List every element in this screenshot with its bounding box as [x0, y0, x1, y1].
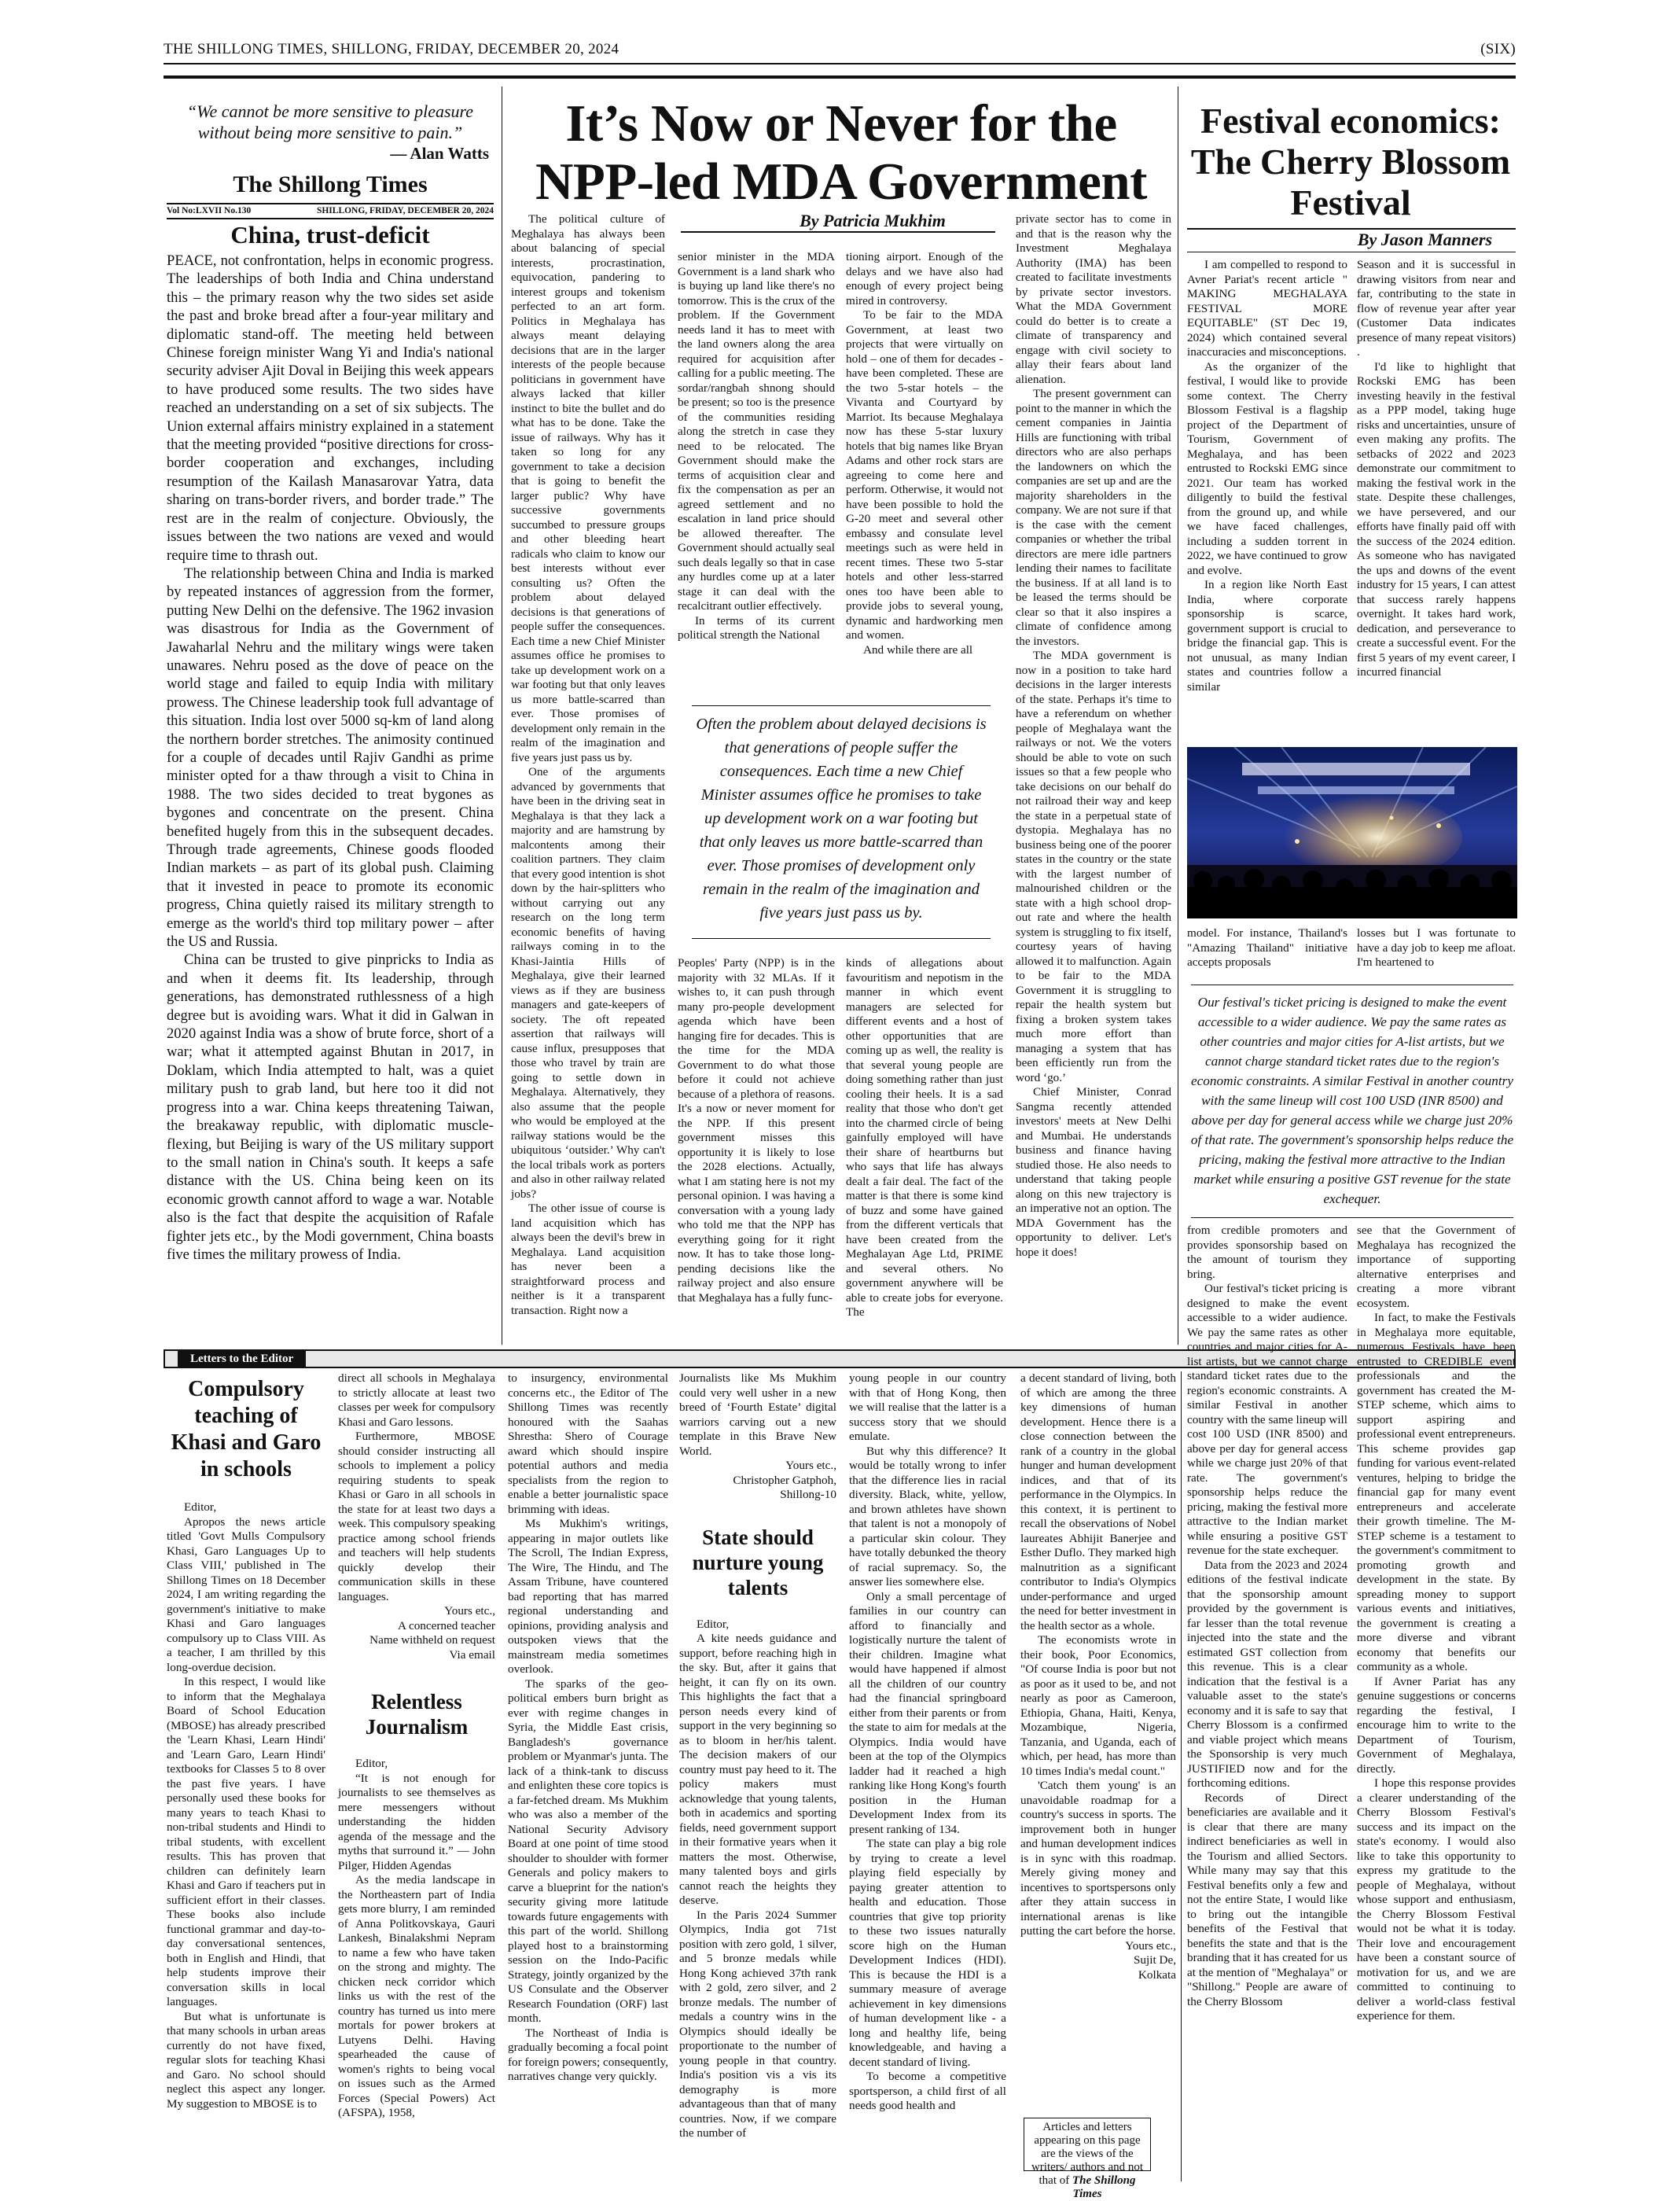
festival-col-c: [1187, 1224, 1347, 2181]
letter-paragraph: to insurgency, environmental concerns etc., the Editor of The Shillong Times was recently honoured with the Saahas Shrestha: Shero of Courage award which should inspire potential authors and media specialists from the region to enable a better journalistic space brimming with ideas.: [508, 1371, 668, 1516]
editorial-paragraph: PEACE, not confrontation, helps in economic progress. The leaderships of both India and China understand this – the primary reason why the two sides set aside the past and broke bread after a four-year military and diplomatic stand-off. The meeting held between Chinese foreign minister Wang Yi and India's national security adviser Ajit Doval in Beijing this week appears to have produced some results. The two sides have reached an understanding on a set of six subjects. The Union external affairs ministry explained in a statement that the meeting provided “positive directions for cross-border cooperation and exchanges, including resumption of the Kailash Manasarovar Yatra, data sharing on trans-border rivers, and border trade.” The rest are in the realm of conjecture. Obviously, the issues between the two nations are vexed and would require time to thrash out.: [167, 252, 494, 564]
letter-paragraph: The sparks of the geo-political embers burn bright as ever with regime changes in Syria, the Middle East crisis, Bangladesh's governance problem or Myanmar's junta. The lack of a think-tank to discuss and enlighten these core topics is a far-fetched dream. Ms Mukhim who was also a member of the National Security Advisory Board at one point of time stood shoulder to shoulder with former Generals and policy makers to carve a blueprint for the nation's security giving more latitude towards future engagements with this part of the world. Shillong played host to a brainstorming session on the Indo-Pacific Strategy, jointly organized by the US Consulate and the Observer Research Foundation (ORF) last month.: [508, 1677, 668, 2025]
letter-paragraph: 'Catch them young' is an unavoidable roadmap for a country's success in sports. The improvement both in hunger and human development indices is in sync with this roadmap. Merely giving money and incentives to sportspersons only after they attain success in international arenas is like putting the cart before the horse.: [1020, 1779, 1176, 1938]
letter-salutation: Editor,: [697, 1617, 730, 1631]
letter-2-sign-place: Shillong-10: [780, 1488, 836, 1501]
disclaimer-paper-name: The Shillong Times: [1072, 2174, 1136, 2200]
letter-paragraph: In the Paris 2024 Summer Olympics, India got 71st position with zero gold, 1 silver, and 5 bronze medals while Hong Kong achieved 37th rank with 2 gold, zero silver, and 2 bronze medals. The number of medals a country wins in the Olympics should ideally be proportionate to the number of young people in that country. India's position vis a vis its demography is more advantageous than that of many countries. Now, if we compare the number of: [679, 1908, 836, 2140]
main-col-2: [678, 250, 835, 706]
letter-3-sign-place: Kolkata: [1138, 1967, 1176, 1982]
festival-paragraph: I'd like to highlight that Rockski EMG has been investing heavily in the festival as a PPP model, taking huge risks and uncertainties, unsure of even making any profits. The setbacks of 2022 and 2023 demonstrate our commitment to making the festival work in the state. Despite these challenges, we have persevered, and our efforts have finally paid off with the success of the 2024 edition. As someone who has navigated the ups and downs of the event industry for 15 years, I can attest that success rarely happens overnight. It takes hard work, dedication, and perseverance to create a successful event. For the first 5 years of my event career, I incurred financial: [1357, 359, 1516, 679]
page-number: (SIX): [1480, 41, 1516, 57]
main-paragraph: One of the arguments advanced by governments that have been in the driving seat in Meghalaya is that they lack a majority and are hamstrung by malcontents among their coalition partners. They claim that every good intention is shot down by the hair-splitters who without carrying out any research on the long term economic benefits of having railways coming in to the Khasi-Jaintia Hills of Meghalaya, give their learned views as if they are business managers and gate-keepers of society. The oft repeated assertion that railways will cause influx, presupposes that those who travel by train are going to settle down in Meghalaya. Alternatively, they also assume that the people who would be employed at the railway stations would be the ubiquitous ‘outsider.’ Why can't the local tribals work as porters and also in other railway related jobs?: [511, 765, 665, 1201]
main-paragraph: The political culture of Meghalaya has always been about balancing of special interests, procrastination, equivocation, pandering to interest groups and tokenism perfected to an art form. Politics in Meghalaya has always meant delaying decisions that are in the larger interests of the people because politicians in government have always lacked that killer instinct to bite the bullet and do what has to be done. Take the issue of railways. Why has it taken so long for any government to take a decision that is going to benefit the larger public? Why have successive governments succumbed to pressure groups and other bleeding heart radicals who claim to know our best interests without ever consulting us? Often the problem about delayed decisions is that generations of people suffer the consequences. Each time a new Chief Minister assumes office he promises to take up development work on a war footing but that only leaves us more battle-scarred than ever. Those promises of development only remain in the realm of the imagination and five years just pass us by.: [511, 212, 665, 764]
volume-number: Vol No:LXVII No.130: [167, 206, 252, 215]
main-paragraph: tioning airport. Enough of the delays and we have also had enough of every project being mired in controversy.: [846, 250, 1003, 307]
masthead-volume-line: [167, 206, 494, 215]
top-quote: “We cannot be more sensitive to pleasure without being more sensitive to pain.”: [186, 101, 474, 142]
festival-paragraph: As the organizer of the festival, I would like to provide some context. The Cherry Blossom Festival is a flagship project of the Department of Tourism, Government of Meghalaya, and has been entrusted to Rockski EMG since 2021. Our team has worked diligently to build the festival from the ground up, and while we have faced challenges, including a sudden torrent in 2022, we have continued to grow and evolve.: [1187, 359, 1347, 577]
festival-col-b: [1357, 258, 1516, 745]
festival-col-b-low: [1357, 926, 1516, 974]
festival-byline: By Jason Manners: [1357, 230, 1492, 249]
main-paragraph: In terms of its current political strength the National: [678, 613, 835, 642]
letters-section-label: Letters to the Editor: [178, 1351, 306, 1367]
letter-3-sign-yours: Yours etc.,: [1125, 1938, 1176, 1953]
top-rule: [164, 63, 1516, 64]
letter-paragraph: “It is not enough for journalists to see themselves as mere messengers without understanding the hidden agenda of the message and the myths that surround it.” — John Pilger, Hidden Agendas: [338, 1771, 495, 1872]
letter-paragraph: The state can play a big role by trying to create a level playing field especially by paying greater attention to health and education. Those countries that give top priority to these two issues naturally score high on the Human Development Indices (HDI). This is because the HDI is a summary measure of average achievement in key dimensions of human development like - a long and healthy life, being knowledgeable, and having a decent standard of living.: [849, 1837, 1006, 2069]
festival-paragraph: losses but I was fortunate to have a day job to keep me afloat. I'm heartened to: [1357, 926, 1516, 969]
letter-1-sign-note: Name withheld on request: [369, 1633, 495, 1647]
main-paragraph: The MDA government is now in a position to take hard decisions in the larger interests of the state. Perhaps it's time to have a referendum on whether people of Meghalaya want the railways or not. We the voters should be able to vote on such issues so that a few people who take decisions on our behalf do not railroad their way and keep the state in a perpetual state of dystopia. Meghalaya has no business being one of the poorer states in the country or the state with the largest number of malnourished children or the state with a high school drop-out rate and where the health system is struggling to fix itself, courtesy years of having allowed it to malfunction. Again to be fair to the MDA Government it is struggling to repair the health system but fixing a broken system takes much more effort than managing a system that has been efficiently run from the word ‘go.’: [1016, 649, 1171, 1084]
masthead-title: The Shillong Times: [233, 171, 428, 197]
top-quote-author: — Alan Watts: [390, 144, 489, 163]
editorial-title: China, trust-deficit: [230, 221, 430, 248]
letter-2-sign-author: Christopher Gatphoh,: [733, 1473, 836, 1487]
festival-paragraph: Our festival's ticket pricing is designed to make the event accessible to a wider audience. We pay the same rates as other countries and major cities for A-list artists, but we cannot charge standard ticket rates due to the region's economic constraints. A similar Festival in another country with the same lineup will cost 100 USD (INR 8500) and above per day for general access while we charge just 20% of that rate. The government's sponsorship helps reduce the pricing, making the festival more attractive to the Indian market while ensuring a positive GST revenue for the state exchequer.: [1187, 1282, 1347, 1557]
main-paragraph: Peoples' Party (NPP) is in the majority with 32 MLAs. If it wishes to, it can push through many pro-people development agenda which have been hanging fire for decades. This is the time for the MDA Government to do what those before it could not achieve because of a plethora of reasons. It's a now or never moment for the NPP. If this present government misses this opportunity it is likely to lose the 2028 elections. Actually, what I am stating here is not my personal opinion. I was having a conversation with a young lady who told me that the NPP has everything going for it right now. It has to take those long-pending decisions like the railway project and also ensure that Meghalaya has a fully func-: [678, 956, 835, 1305]
festival-paragraph: If Avner Pariat has any genuine suggestions or concerns regarding the festival, I encourage him to write to the Department of Tourism, Government of Meghalaya, directly.: [1357, 1674, 1516, 1776]
letter-3-sign-author: Sujit De,: [1133, 1953, 1176, 1967]
letters-col-3: [508, 1371, 668, 2181]
letter-paragraph: Only a small percentage of families in our country can afford to financially and logistically nurture the talent of their children. Imagine what would have happened if almost all the children of our country had the financial springboard either from their parents or from the state to aim for medals at the Olympics. India would have been at the top of the Olympics ladder had it reached a high ranking like Hong Kong's fourth position in the Human Development Index from its present ranking of 134.: [849, 1589, 1006, 1836]
editorial-paragraph: China can be trusted to give pinpricks to India as and when it deems fit. Its leadership, through generations, has demonstrated ruthlessness of a high degree but is avoiding wars. What it did in Galwan in 2020 against India was a show of brute force, short of a war; what it attempted against Bhutan in 2017, in Doklam, which India attempted to halt, was a quiet military push to grab land, but here too it did not progress into a war. China keeps threatening Taiwan, the breakaway republic, with diplomatic muscle-flexing, but Beijing is wary of the US military support to the small nation in China's south. It keeps a safe distance with the US. China being keen on its economic growth cannot afford to wage a war. Notable also is the fact that despite the acquisition of Rafale fighter jets etc., by the Modi government, China boasts five times the military prowess of India.: [167, 951, 494, 1263]
editorial-paragraph: The relationship between China and India is marked by repeated instances of aggression from the former, putting New Delhi on the defensive. The 1962 invasion was disastrous for India as the Government of Jawaharlal Nehru and the military wings were taken unawares. Nehru posed as the dove of peace on the world stage and failed to equip India with military prowess. The Chinese leadership took full advantage of this situation. India lost over 5000 sq-km of land along the northern border stretches. The animosity continued for a couple of decades until Rajiv Gandhi as prime minister opted for a thaw through a visit to China in 1988. The two sides decided to treat bygones as bygones and concentrate on the present. China benefited hugely from this in the subsequent decades. Through trade agreements, Chinese goods flooded Indian markets – as part of its global push. Claiming that it invested in peace to promote its economic progress, China quietly raised its military strength to emerge as the world's third top military power – after the US and Russia.: [167, 565, 494, 951]
letters-col-2: [338, 1371, 495, 2181]
running-head-left: THE SHILLONG TIMES, SHILLONG, FRIDAY, DECEMBER 20, 2024: [164, 41, 619, 57]
festival-paragraph: from credible promoters and provides sponsorship based on the amount of tourism they bring.: [1187, 1224, 1347, 1281]
main-paragraph: The other issue of course is land acquisition which has always been the devil's brew in Meghalaya. Land acquisition has never been a straightforward process and neither is it a transparent transaction. Right now a: [511, 1202, 665, 1317]
column-rule: [1181, 1371, 1182, 2181]
main-paragraph: private sector has to come in and that is the reason why the Investment Meghalaya Authority (IMA) has been created to facilitate investments by private sector investors. What the MDA Government could do better is to create a climate of transparency and engage with civil society to allay their fears about land alienation.: [1016, 212, 1171, 386]
main-paragraph: The present government can point to the manner in which the cement companies in Jaintia Hills are functioning with tribal directors who are also perhaps the landowners on which the companies are set up and are the majority shareholders in the company. We are not sure if that is the case with the cement companies or whether the tribal directors are mere idle partners lending their names to facilitate the business. If at all land is to be leased the terms should be clear so that it also inspires a climate of confidence among the investors.: [1016, 387, 1171, 648]
letters-col-6: [1020, 1371, 1176, 2111]
letter-salutation: Editor,: [355, 1757, 388, 1770]
volume-rule: [167, 218, 494, 219]
letters-col-5: [849, 1371, 1006, 2181]
main-headline: It’s Now or Never for the NPP-led MDA Government: [535, 94, 1147, 211]
letter-paragraph: In this respect, I would like to inform that the Meghalaya Board of School Education (MBOSE) has already prescribed the 'Learn Khasi, Learn Hindi' and 'Learn Garo, Learn Hindi' textbooks for Classes 5 to 8 over the past five years. I have personally used these books for many years to teach Khasi to non-tribal students and Hindi to tribal students, with excellent results. This has proven that children can definitely learn Khasi and Garo if teachers put in sufficient effort in their classes. These books also include functional grammar and day-to-day conversational sentences, both in English and Hindi, that help students improve their conversation skills in local languages.: [167, 1675, 326, 2008]
main-col-3-lower: [846, 956, 1003, 1337]
editorial-body: [167, 252, 494, 1337]
festival-paragraph: Records of Direct beneficiaries are available and it is clear that there are many indirect beneficiaries as well in the Tourism and allied Sectors. While many may say that this Festival benefits only a few and not the entire State, I would like to bring out the intangible benefits of the Festival that benefits the state and that is the branding that it has created for us at the mention of "Meghalaya" or "Shillong." People are aware of the Cherry Blossom: [1187, 1791, 1347, 2008]
letter-paragraph: young people in our country with that of Hong Kong, then we will realise that the latter is a success story that we should emulate.: [849, 1371, 1006, 1443]
letters-col-4: [679, 1371, 836, 2181]
letter-1-sign-yours: Yours etc.,: [444, 1604, 495, 1618]
letter-paragraph: Furthermore, MBOSE should consider instructing all schools to implement a policy requiring students to speak Khasi or Garo in all schools in the state for at least two days a week. This compulsory speaking practice among school friends and teachers will help students quickly develop their communication skills in these languages.: [338, 1430, 495, 1603]
letter-2-title: Relentless Journalism: [365, 1690, 469, 1739]
letter-paragraph: Apropos the news article titled 'Govt Mulls Compulsory Khasi, Garo Languages Up to Class VIII,' published in The Shillong Times on 18 December 2024, I am writing regarding the government's initiative to make Khasi and Garo languages compulsory up to Class VIII. As a teacher, I am thrilled by this long-overdue decision.: [167, 1515, 325, 1674]
letter-1-sign-via: Via email: [449, 1647, 495, 1662]
disclaimer-box: [1024, 2118, 1151, 2200]
festival-paragraph: I hope this response provides a clearer understanding of the Cherry Blossom Festival's success and its impact on the state's economy. I would also like to take this opportunity to express my gratitude to the people of Meghalaya, without whose support and enthusiasm, the Cherry Blossom Festival would not be what it is today. Their love and encouragement have been a constant source of motivation for us, and we are committed to continuing to deliver a world-class festival experience for them.: [1357, 1776, 1516, 2022]
festival-col-a: [1187, 258, 1347, 745]
main-pull-quote: Often the problem about delayed decisions is that generations of people suffer the consequences. Each time a new Chief Minister assumes office he promises to take up development work on a war footing but that only leaves us more battle-scarred than ever. Those promises of development only remain in the realm of the imagination and five years just pass us by.: [696, 716, 987, 922]
letter-2-sign-yours: Yours etc.,: [785, 1459, 836, 1472]
festival-paragraph: In a region like North East India, where corporate sponsorship is scarce, government support is crucial to bridge the financial gap. This is not unusual, as many Indian states and countries follow a similar: [1187, 578, 1347, 694]
letter-1-title: Compulsory teaching of Khasi and Garo in schools: [171, 1377, 322, 1481]
letter-paragraph: But why this difference? It would be totally wrong to infer that the difference lies in racial diversity. Black, white, yellow, and brown athletes have shown that talent is not a monopoly of a particular skin colour. They have totally debunked the theory of racial supremacy. So, the answer lies somewhere else.: [849, 1444, 1006, 1588]
main-paragraph: And while there are all: [863, 642, 973, 657]
main-paragraph: Chief Minister, Conrad Sangma recently attended investors' meets at New Delhi and Mumbai. He understands business and finance having studied those. He also needs to understand that taking people along on this new trajectory is an imperative not an option. The MDA Government has the opportunity to deliver. Let's hope it does!: [1016, 1085, 1171, 1259]
main-byline: By Patricia Mukhim: [800, 211, 946, 230]
letter-paragraph: Ms Mukhim's writings, appearing in major outlets like The Scroll, The Indian Express, The Wire, The Hindu, and The Assam Tribune, have countered bad reporting that has marred regional understanding and opinions, providing analysis and outspoken views that the mainstream media sometimes overlook.: [508, 1517, 668, 1676]
festival-col-a-low: [1187, 926, 1347, 974]
letters-col-1: [167, 1371, 325, 2181]
pull-quote-rule-bottom: [692, 938, 991, 939]
festival-paragraph: model. For instance, Thailand's "Amazing Thailand" initiative accepts proposals: [1187, 926, 1347, 969]
letter-salutation: Editor,: [184, 1500, 217, 1514]
byline-rule: [681, 231, 995, 233]
letter-paragraph: A kite needs guidance and support, before reaching high in the sky. But, after it gains that height, it can fly on its own. This highlights the fact that a person needs every kind of support in the very beginning so as to bloom in her/his talent. The decision makers of our country must pay heed to it. The policy makers must acknowledge that young talents, both in academics and sporting fields, need government support in their formative years when it matters the most. Otherwise, many talented boys and girls cannot reach the heights they deserve.: [679, 1632, 836, 1907]
letter-paragraph: The Northeast of India is gradually becoming a focal point for foreign powers; consequently, narratives change very quickly.: [508, 2026, 668, 2083]
main-col-3: [846, 250, 1003, 706]
main-paragraph: senior minister in the MDA Government is a land shark who is buying up land like there's no tomorrow. This is the crux of the problem. If the Government needs land it has to meet with the land owners along the area required for acquisition after calling for a public meeting. The sordar/rangbah shnong should be present; so too is the presence of the communities residing along the stretch in case they need to be relocated. The Government should make the terms of acquisition clear and fix the compensation as per an agreed settlement and no escalation in land price should be allowed thereafter. The Government should actually seal such deals legally so that in case any hurdles come up at a later stage it can deal with the recalcitrant outlier effectively.: [678, 250, 835, 613]
festival-pull-rule-bottom: [1191, 1217, 1513, 1218]
main-paragraph: kinds of allegations about favouritism and nepotism in the manner in which event managers are selected for different events and a host of other opportunities that are coming up as well, the reality is that several young people are doing something rather than just cooling their heels. It is a sad reality that those who don't get into the charmed circle of being gainfully employed will have their share of heartburns but who says that life has always dealt a fair deal. The fact of the matter is that there is some kind of buzz and some have gained from the different verticals that have been created from the Meghalayan Age Ltd, PRIME and several others. No government anywhere will be able to create jobs for everyone. The: [846, 956, 1003, 1319]
letter-paragraph: a decent standard of living, both of which are among the three key dimensions of human development. Hence there is a close connection between the rank of a country in the global hunger and human development indices, and that of its performance in the Olympics. In this context, it is pertinent to recall the observations of Nobel laureates Abhijit Banerjee and Esther Duflo. They marked high malnutrition as a significant contributor to India's Olympics under-performance and urged the need for better investment in the health sector as a whole.: [1020, 1371, 1176, 1632]
letter-paragraph: The economists wrote in their book, Poor Economics, "Of course India is poor but not as poor as it used to be, and not nearly as poor as Cameroon, Ethiopia, Ghana, Haiti, Kenya, Mozambique, Nigeria, Tanzania, and Uganda, each of which, per head, has more than 10 times India's medal count.": [1020, 1633, 1176, 1778]
main-col-2-lower: [678, 956, 835, 1337]
main-col-1: [511, 212, 665, 1337]
masthead-rule: [167, 203, 494, 204]
festival-col-d: [1357, 1224, 1516, 2181]
disclaimer-text: Articles and letters appearing on this page are the views of the writers/ authors and not that of: [1031, 2121, 1144, 2187]
letter-paragraph: Journalists like Ms Mukhim could very well usher in a new breed of ‘Fourth Estate’ digital warriors carving out a new template in this Brave New World.: [679, 1371, 836, 1458]
running-head: [164, 41, 1516, 63]
top-rule-thick: [164, 75, 1516, 79]
main-col-4: [1016, 212, 1171, 1337]
concert-stage-photo: [1187, 747, 1517, 918]
pull-quote-rule-top: [692, 705, 991, 706]
festival-headline: Festival economics: The Cherry Blossom Festival: [1190, 101, 1511, 223]
letter-paragraph: direct all schools in Meghalaya to strictly allocate at least two classes per week for compulsory Khasi and Garo lessons.: [338, 1371, 495, 1429]
masthead-date: SHILLONG, FRIDAY, DECEMBER 20, 2024: [316, 206, 494, 215]
festival-paragraph: Season and it is successful in drawing visitors from near and far, contributing to the state in flow of revenue year after year (Customer Data indicates presence of many repeat visitors) .: [1357, 258, 1516, 359]
letter-paragraph: But what is unfortunate is that many schools in urban areas currently do not have fixed, regular slots for teaching Khasi and Garo. No school should neglect this aspect any longer. My suggestion to MBOSE is to: [167, 2009, 325, 2111]
festival-paragraph: I am compelled to respond to Avner Pariat's recent article " MAKING MEGHALAYA FESTIVAL MORE EQUITABLE" (ST Dec 19, 2024) which contained several inaccuracies and misconceptions.: [1187, 258, 1347, 359]
festival-paragraph: see that the Government of Meghalaya has recognized the importance of supporting alternative enterprises and creating a more vibrant ecosystem.: [1357, 1224, 1516, 1310]
letter-3-title: State should nurture young talents: [692, 1525, 824, 1599]
main-paragraph: To be fair to the MDA Government, at least two projects that were virtually on hold – one of them for decades - have been completed. These are the two 5-star hotels – the Vivanta and Courtyard by Marriot. Its because Meghalaya now has these 5-star luxury hotels that big names like Bryan Adams and other rock stars are agreeing to come here and perform. Otherwise, it would not have been possible to hold the G-20 meet and several other embassy and consulate level meetings such as were held in recent times. These two 5-star hotels and other less-starred ones too have been able to provide jobs to several young, dynamic and hardworking men and women.: [846, 308, 1003, 642]
festival-paragraph: Data from the 2023 and 2024 editions of the festival indicate that the sponsorship amount provided by the government is far lesser than the total revenue injected into the state and the estimated GST collection from this revenue. This is a clear indication that the festival is a valuable asset to the state's economy and it is safe to say that Cherry Blossom is a confirmed and viable project which means the Sponsorship is very much JUSTIFIED now and for the forthcoming editions.: [1187, 1558, 1347, 1790]
festival-pull-quote: Our festival's ticket pricing is designed to make the event accessible to a wider audience. We pay the same rates as other countries and major cities for A-list artists, but we cannot charge standard ticket rates due to the region's economic constraints. A similar Festival in another country with the same lineup will cost 100 USD (INR 8500) and above per day for general access while we charge just 20% of that rate. The government's sponsorship helps reduce the pricing, making the festival more attractive to the Indian market while ensuring a positive GST revenue for the state exchequer.: [1190, 995, 1514, 1206]
festival-paragraph: In fact, to make the Festivals in Meghalaya more equitable, numerous Festivals have been entrusted to CREDIBLE event professionals and the government has created the M-STEP scheme, which aims to support aspiring and professional event entrepreneurs. This scheme provides gap funding for various event-related ventures, helping to bridge the financial gap for many event entrepreneurs and accelerate their growth timeline. The M-STEP scheme is a testament to the government's commitment to promoting growth and development in the state. By spreading money to support various events and initiatives, the government is creating a more diverse and vibrant economy that benefits our community as a whole.: [1357, 1311, 1516, 1673]
letter-1-sign-author: A concerned teacher: [398, 1618, 495, 1632]
letter-paragraph: To become a competitive sportsperson, a child first of all needs good health and: [849, 2070, 1006, 2112]
letter-paragraph: As the media landscape in the Northeastern part of India gets more blurry, I am reminded of Anna Politkovskaya, Gauri Lankesh, Binalakshmi Nepram to name a few who have taken on the strong and mighty. The chicken neck corridor which links us with the rest of the country has turned us into mere mortals for power brokers at Lutyens Delhi. Having spearheaded the cause of women's rights to being vocal on issues such as the Armed Forces (Special Powers) Act (AFSPA), 1958,: [338, 1873, 495, 2119]
